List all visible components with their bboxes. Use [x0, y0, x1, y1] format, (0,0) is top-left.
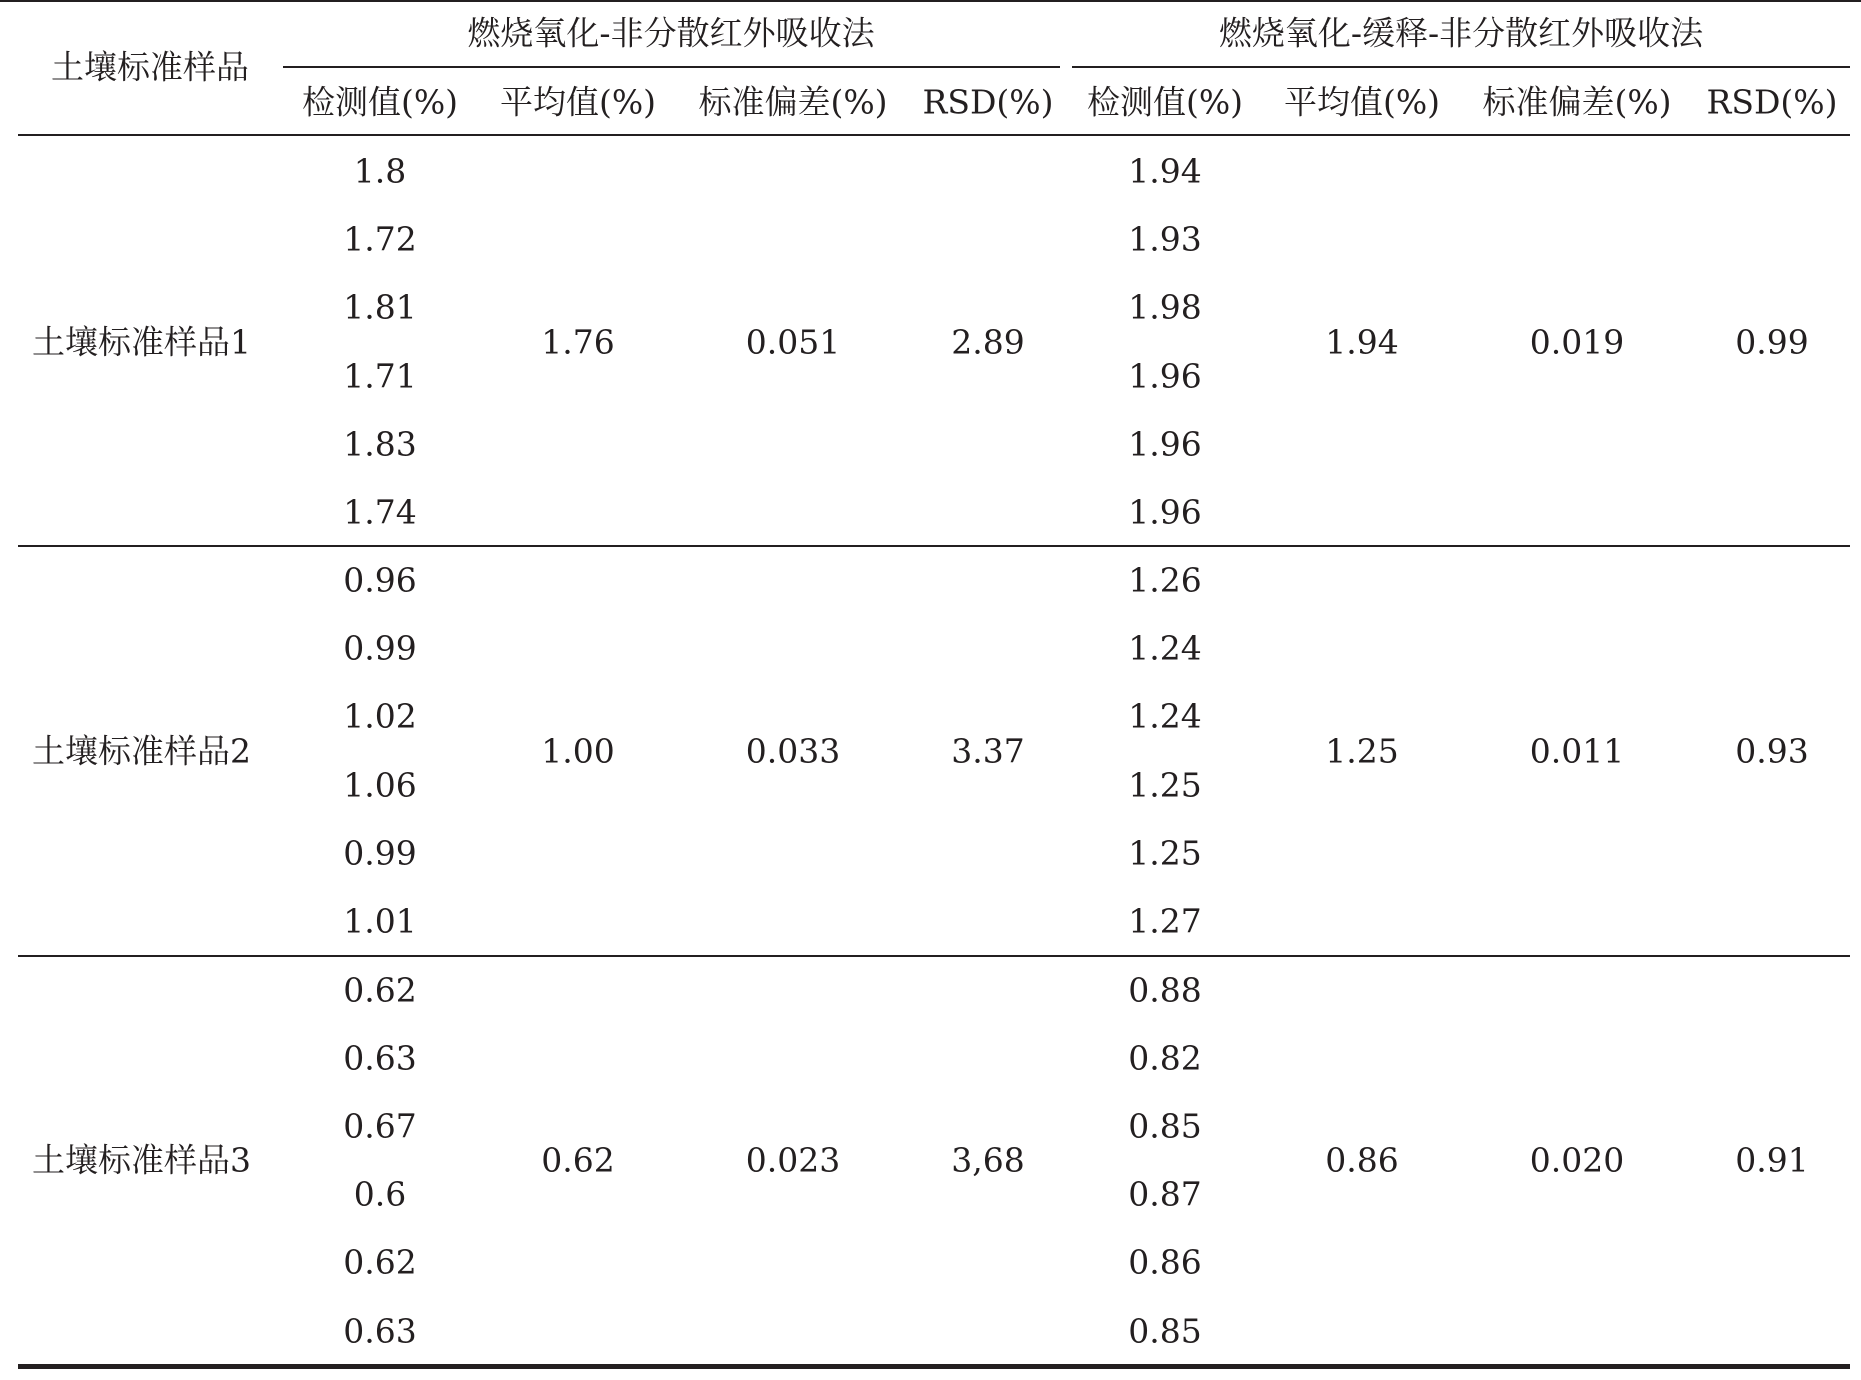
mean-value: 1.00	[541, 731, 615, 771]
sd-value: 0.033	[745, 731, 841, 771]
measured-value: 0.96	[343, 560, 417, 600]
measured-value: 1.83	[343, 424, 417, 464]
measured-value: 1.81	[343, 287, 417, 327]
sd-value: 0.023	[745, 1140, 841, 1180]
column-header: 平均值(%)	[1283, 82, 1441, 122]
column-header: 标准偏差(%)	[1482, 82, 1672, 122]
mean-value: 0.86	[1325, 1140, 1399, 1180]
measured-value: 1.25	[1128, 833, 1202, 873]
measured-value: 1.96	[1128, 492, 1202, 532]
bottom-rule	[18, 1364, 1850, 1369]
measured-value: 1.8	[353, 151, 407, 191]
measured-value: 1.71	[343, 356, 417, 396]
sample-label: 土壤标准样品1	[32, 322, 251, 362]
group-header-method1: 燃烧氧化-非分散红外吸收法	[467, 13, 875, 53]
measured-value: 0.85	[1128, 1106, 1202, 1146]
measured-value: 1.24	[1128, 628, 1202, 668]
measured-value: 1.06	[343, 765, 417, 805]
mean-value: 1.25	[1325, 731, 1399, 771]
group-underline-method1	[283, 66, 1060, 68]
measured-value: 0.6	[353, 1174, 407, 1214]
measured-value: 0.62	[343, 970, 417, 1010]
measured-value: 1.26	[1128, 560, 1202, 600]
measured-value: 0.63	[343, 1038, 417, 1078]
mean-value: 1.76	[541, 322, 615, 362]
measured-value: 0.86	[1128, 1242, 1202, 1282]
rsd-value: 0.93	[1735, 731, 1809, 771]
header-bottom-rule	[18, 134, 1850, 136]
measured-value: 0.99	[343, 833, 417, 873]
measured-value: 1.25	[1128, 765, 1202, 805]
top-rule	[0, 0, 1861, 2]
section-divider-1	[18, 545, 1850, 547]
measured-value: 1.24	[1128, 696, 1202, 736]
measured-value: 1.96	[1128, 424, 1202, 464]
sd-value: 0.011	[1529, 731, 1625, 771]
measured-value: 1.74	[343, 492, 417, 532]
measured-value: 0.88	[1128, 970, 1202, 1010]
measured-value: 0.63	[343, 1311, 417, 1351]
measured-value: 0.87	[1128, 1174, 1202, 1214]
mean-value: 1.94	[1325, 322, 1399, 362]
measured-value: 1.27	[1128, 901, 1202, 941]
measured-value: 0.85	[1128, 1311, 1202, 1351]
measured-value: 1.98	[1128, 287, 1202, 327]
measured-value: 1.02	[343, 696, 417, 736]
sd-value: 0.020	[1529, 1140, 1625, 1180]
measured-value: 0.82	[1128, 1038, 1202, 1078]
group-header-method2: 燃烧氧化-缓释-非分散红外吸收法	[1218, 13, 1704, 53]
rsd-value: 0.91	[1735, 1140, 1809, 1180]
measured-value: 0.99	[343, 628, 417, 668]
column-header: 检测值(%)	[301, 82, 459, 122]
column-header: RSD(%)	[1706, 82, 1838, 122]
row-header-label: 土壤标准样品	[51, 47, 249, 87]
rsd-value: 3.37	[951, 731, 1025, 771]
column-header: 检测值(%)	[1086, 82, 1244, 122]
column-header: 标准偏差(%)	[698, 82, 888, 122]
measured-value: 0.62	[343, 1242, 417, 1282]
rsd-value: 2.89	[951, 322, 1025, 362]
sample-label: 土壤标准样品2	[32, 731, 251, 771]
mean-value: 0.62	[541, 1140, 615, 1180]
group-underline-method2	[1072, 66, 1850, 68]
measured-value: 1.01	[343, 901, 417, 941]
measured-value: 1.93	[1128, 219, 1202, 259]
column-header: RSD(%)	[922, 82, 1054, 122]
measured-value: 1.94	[1128, 151, 1202, 191]
sd-value: 0.019	[1529, 322, 1625, 362]
sd-value: 0.051	[745, 322, 841, 362]
measured-value: 1.72	[343, 219, 417, 259]
section-divider-2	[18, 955, 1850, 957]
sample-label: 土壤标准样品3	[32, 1140, 251, 1180]
column-header: 平均值(%)	[499, 82, 657, 122]
rsd-value: 0.99	[1735, 322, 1809, 362]
measured-value: 1.96	[1128, 356, 1202, 396]
rsd-value: 3,68	[951, 1140, 1025, 1180]
measured-value: 0.67	[343, 1106, 417, 1146]
